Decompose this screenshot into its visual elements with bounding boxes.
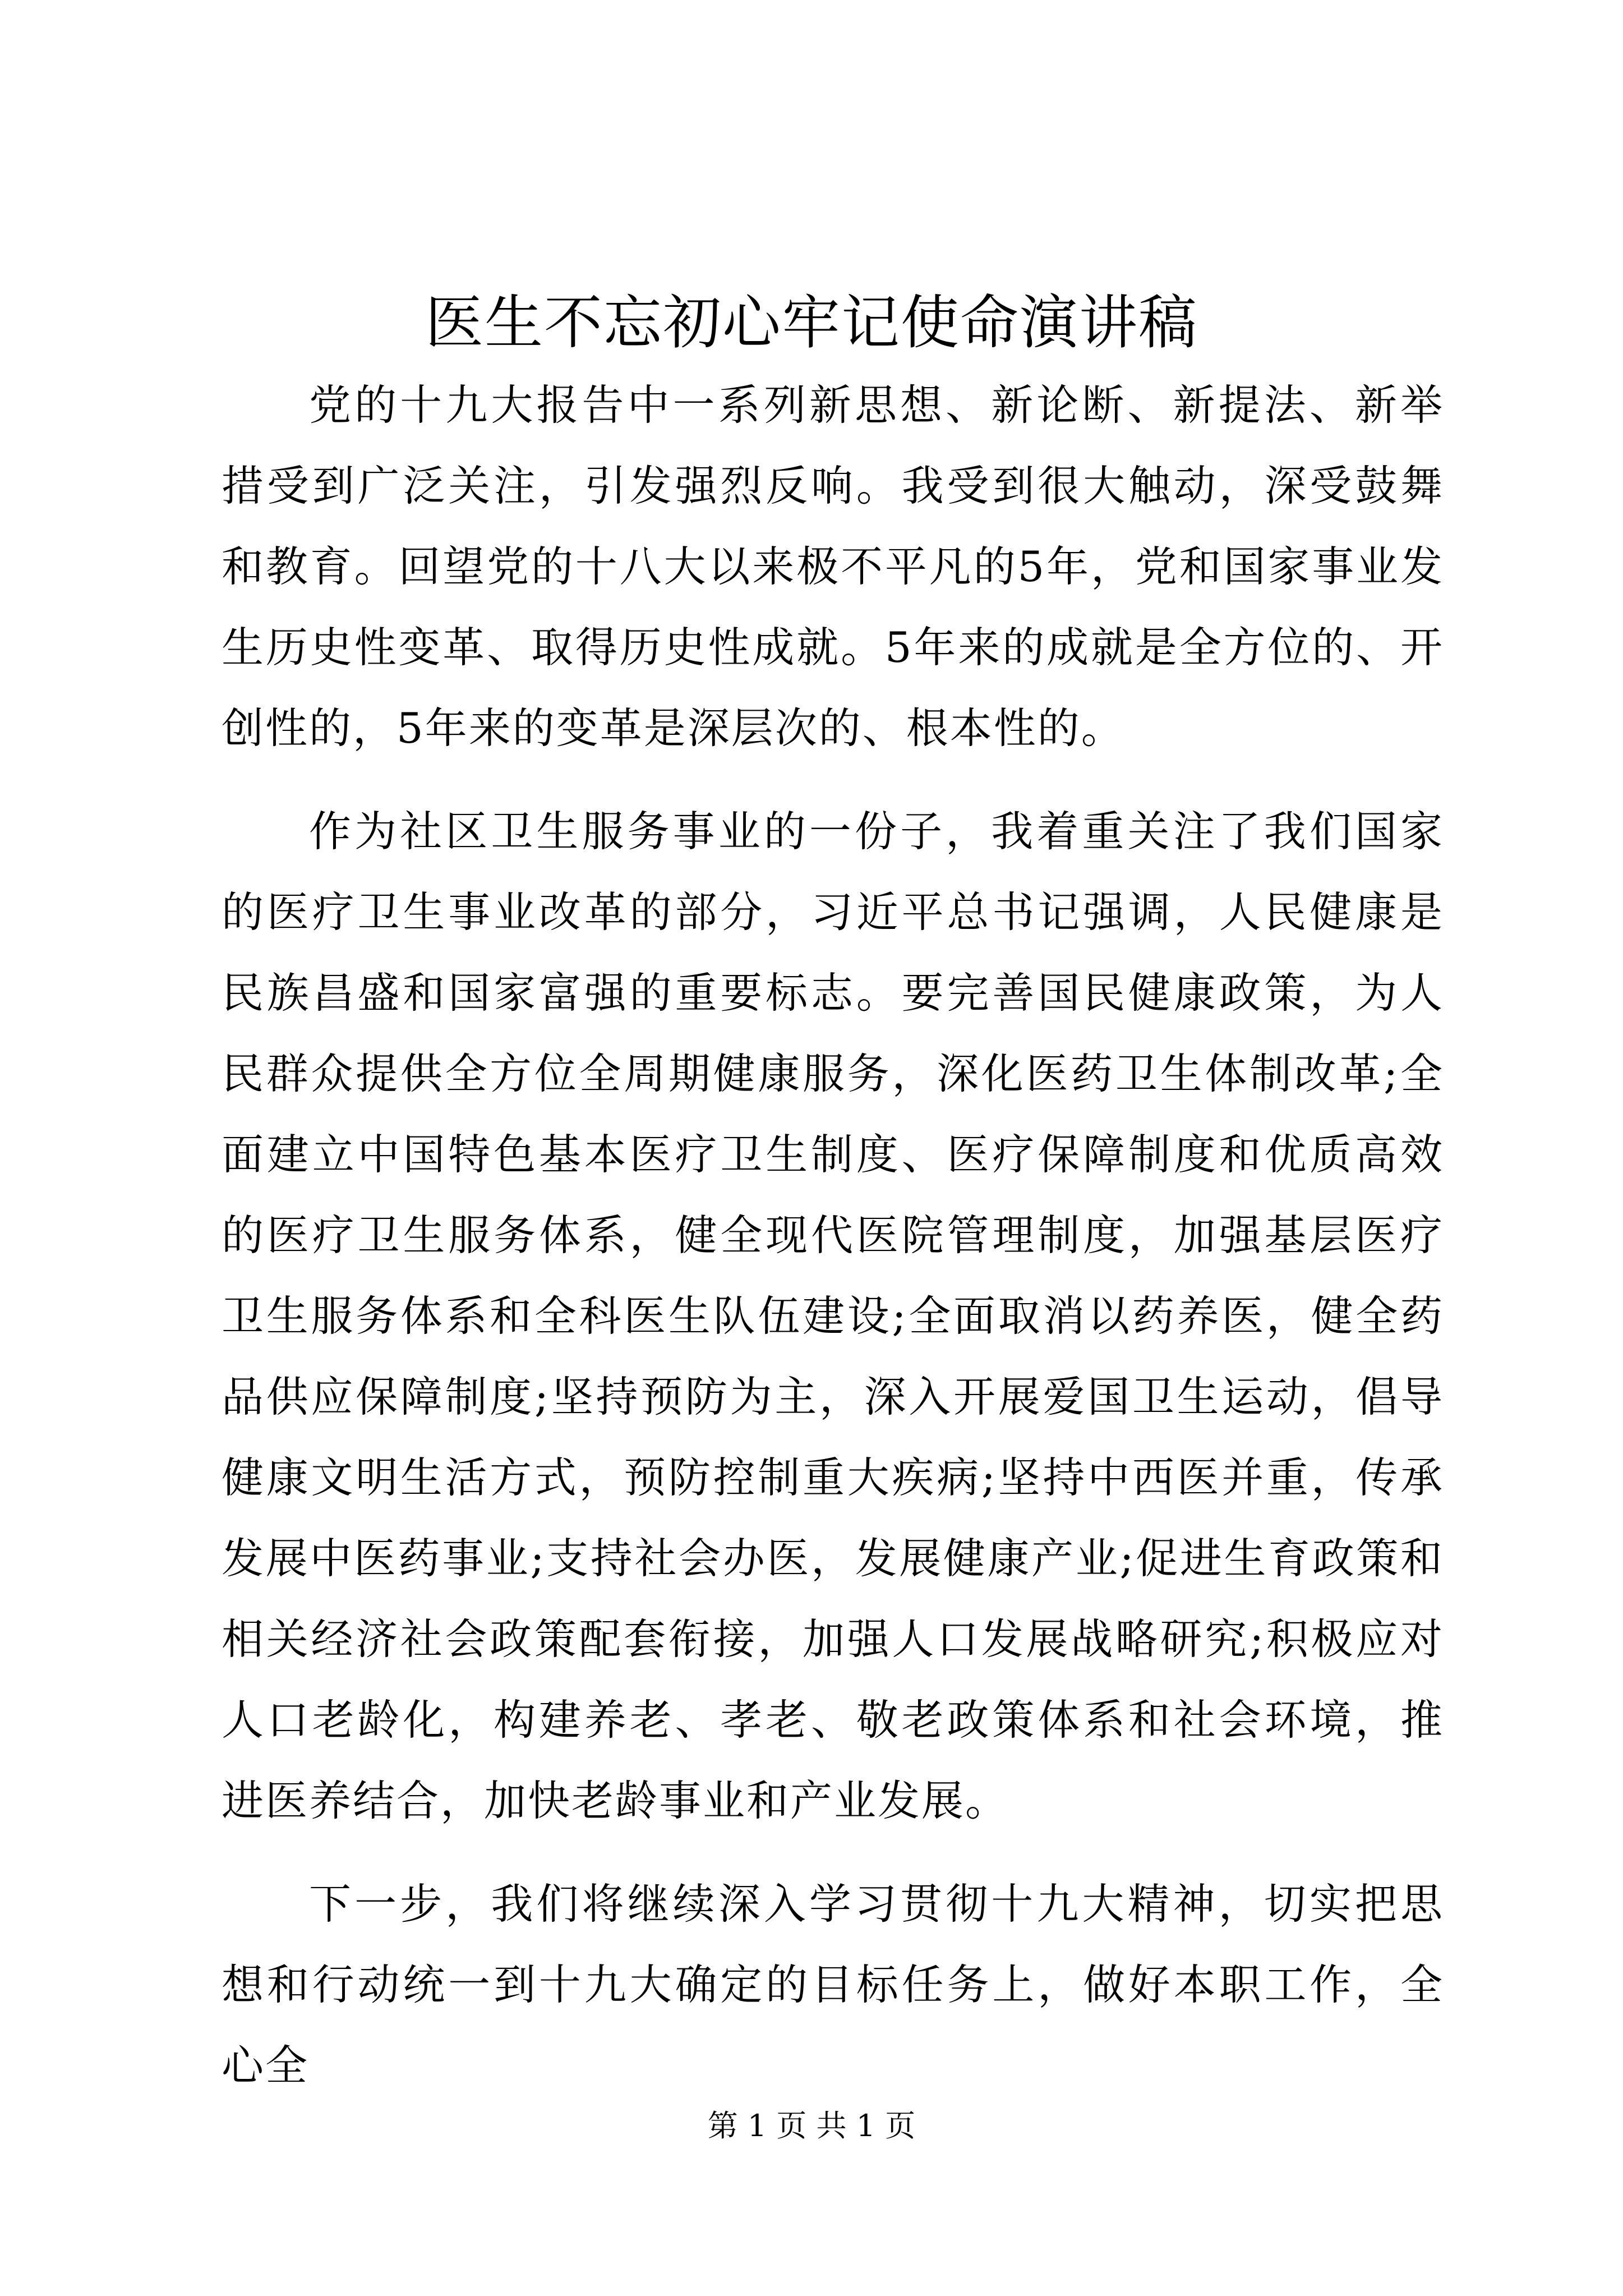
page-footer: 第 1 页 共 1 页	[707, 2108, 916, 2143]
paragraph-1: 党的十九大报告中一系列新思想、新论断、新提法、新举措受到广泛关注，引发强烈反响。我受到很大触动，深受鼓舞和教育。回望党的十八大以来极不平凡的5年，党和国家事业发生历史性变革、取得历史性成就。5年来的成就是全方位的、开创性的，5年来的变革是深层次的、根本性的。	[222, 380, 1444, 753]
document-body	[222, 365, 1444, 2106]
document-title: 医生不忘初心牢记使命演讲稿	[425, 288, 1198, 357]
paragraph-3: 下一步，我们将继续深入学习贯彻十九大精神，切实把思想和行动统一到十九大确定的目标任务上，做好本职工作，全心全	[222, 1879, 1444, 2090]
paragraph-2: 作为社区卫生服务事业的一份子，我着重关注了我们国家的医疗卫生事业改革的部分，习近平总书记强调，人民健康是民族昌盛和国家富强的重要标志。要完善国民健康政策，为人民群众提供全方位全周期健康服务，深化医药卫生体制改革;全面建立中国特色基本医疗卫生制度、医疗保障制度和优质高效的医疗卫生服务体系，健全现代医院管理制度，加强基层医疗卫生服务体系和全科医生队伍建设;全面取消以药养医，健全药品供应保障制度;坚持预防为主，深入开展爱国卫生运动，倡导健康文明生活方式，预防控制重大疾病;坚持中西医并重，传承发展中医药事业;支持社会办医，发展健康产业;促进生育政策和相关经济社会政策配套衔接，加强人口发展战略研究;积极应对人口老龄化，构建养老、孝老、敬老政策体系和社会环境，推进医养结合，加快老龄事业和产业发展。	[222, 807, 1444, 1825]
